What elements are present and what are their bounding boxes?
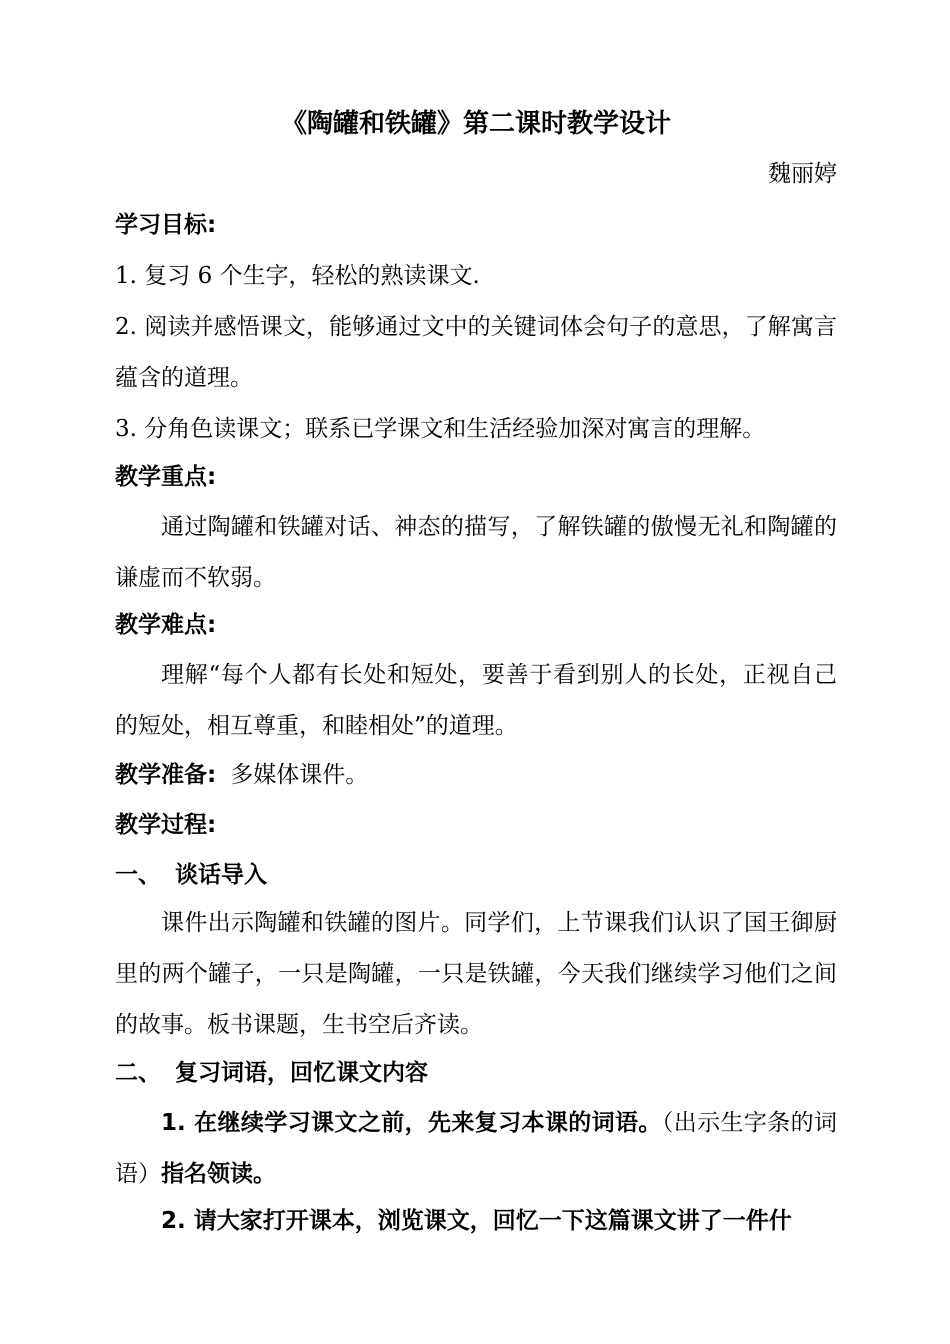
step-1-bold-b: 指名领读。 (161, 1161, 276, 1187)
step-2-paragraph: 2. 请大家打开课本，浏览课文，回忆一下这篇课文讲了一件什 (161, 1208, 792, 1234)
step-1-paragraph (115, 1098, 837, 1200)
preparation-heading: 教学准备: (115, 762, 217, 788)
section-1-number: 一、 (115, 862, 161, 888)
difficulty-heading: 教学难点: (115, 612, 217, 638)
section-1-heading (115, 850, 837, 901)
document-title: 《陶罐和铁罐》第二课时教学设计 (280, 109, 671, 139)
process-heading: 教学过程: (115, 812, 217, 838)
key-points-heading: 教学重点: (115, 464, 217, 490)
section-1-text: 课件出示陶罐和铁罐的图片。同学们，上节课我们认识了国王御厨里的两个罐子，一只是陶罐，一只是铁罐，今天我们继续学习他们之间的故事。板书课题，生书空后齐读。 (115, 910, 837, 1038)
goal-item-1: 1. 复习 6 个生字，轻松的熟读课文. (115, 263, 480, 289)
goals-heading: 学习目标: (115, 212, 217, 238)
section-2-heading (115, 1048, 837, 1099)
step-1-normal: （出示生字条的词语） (115, 1110, 838, 1187)
preparation-line (115, 750, 837, 801)
difficulty-text: 理解“每个人都有长处和短处，要善于看到别人的长处，正视自己的短处，相互尊重，和睦相处”的道理。 (115, 662, 837, 739)
author-name: 魏丽婷 (768, 161, 837, 187)
key-points-text: 通过陶罐和铁罐对话、神态的描写，了解铁罐的傲慢无礼和陶罐的谦虚而不软弱。 (115, 514, 837, 591)
section-2-title: 复习词语，回忆课文内容 (175, 1060, 428, 1086)
goal-item-3: 3. 分角色读课文；联系已学课文和生活经验加深对寓言的理解。 (115, 416, 766, 442)
preparation-text: 多媒体课件。 (230, 762, 369, 788)
step-1-bold-a: 1. 在继续学习课文之前，先来复习本课的词语。 (161, 1110, 662, 1136)
goal-item-2: 2. 阅读并感悟课文，能够通过文中的关键词体会句子的意思，了解寓言蕴含的道理。 (115, 314, 837, 391)
section-2-number: 二、 (115, 1060, 161, 1086)
section-1-title: 谈话导入 (175, 862, 267, 888)
